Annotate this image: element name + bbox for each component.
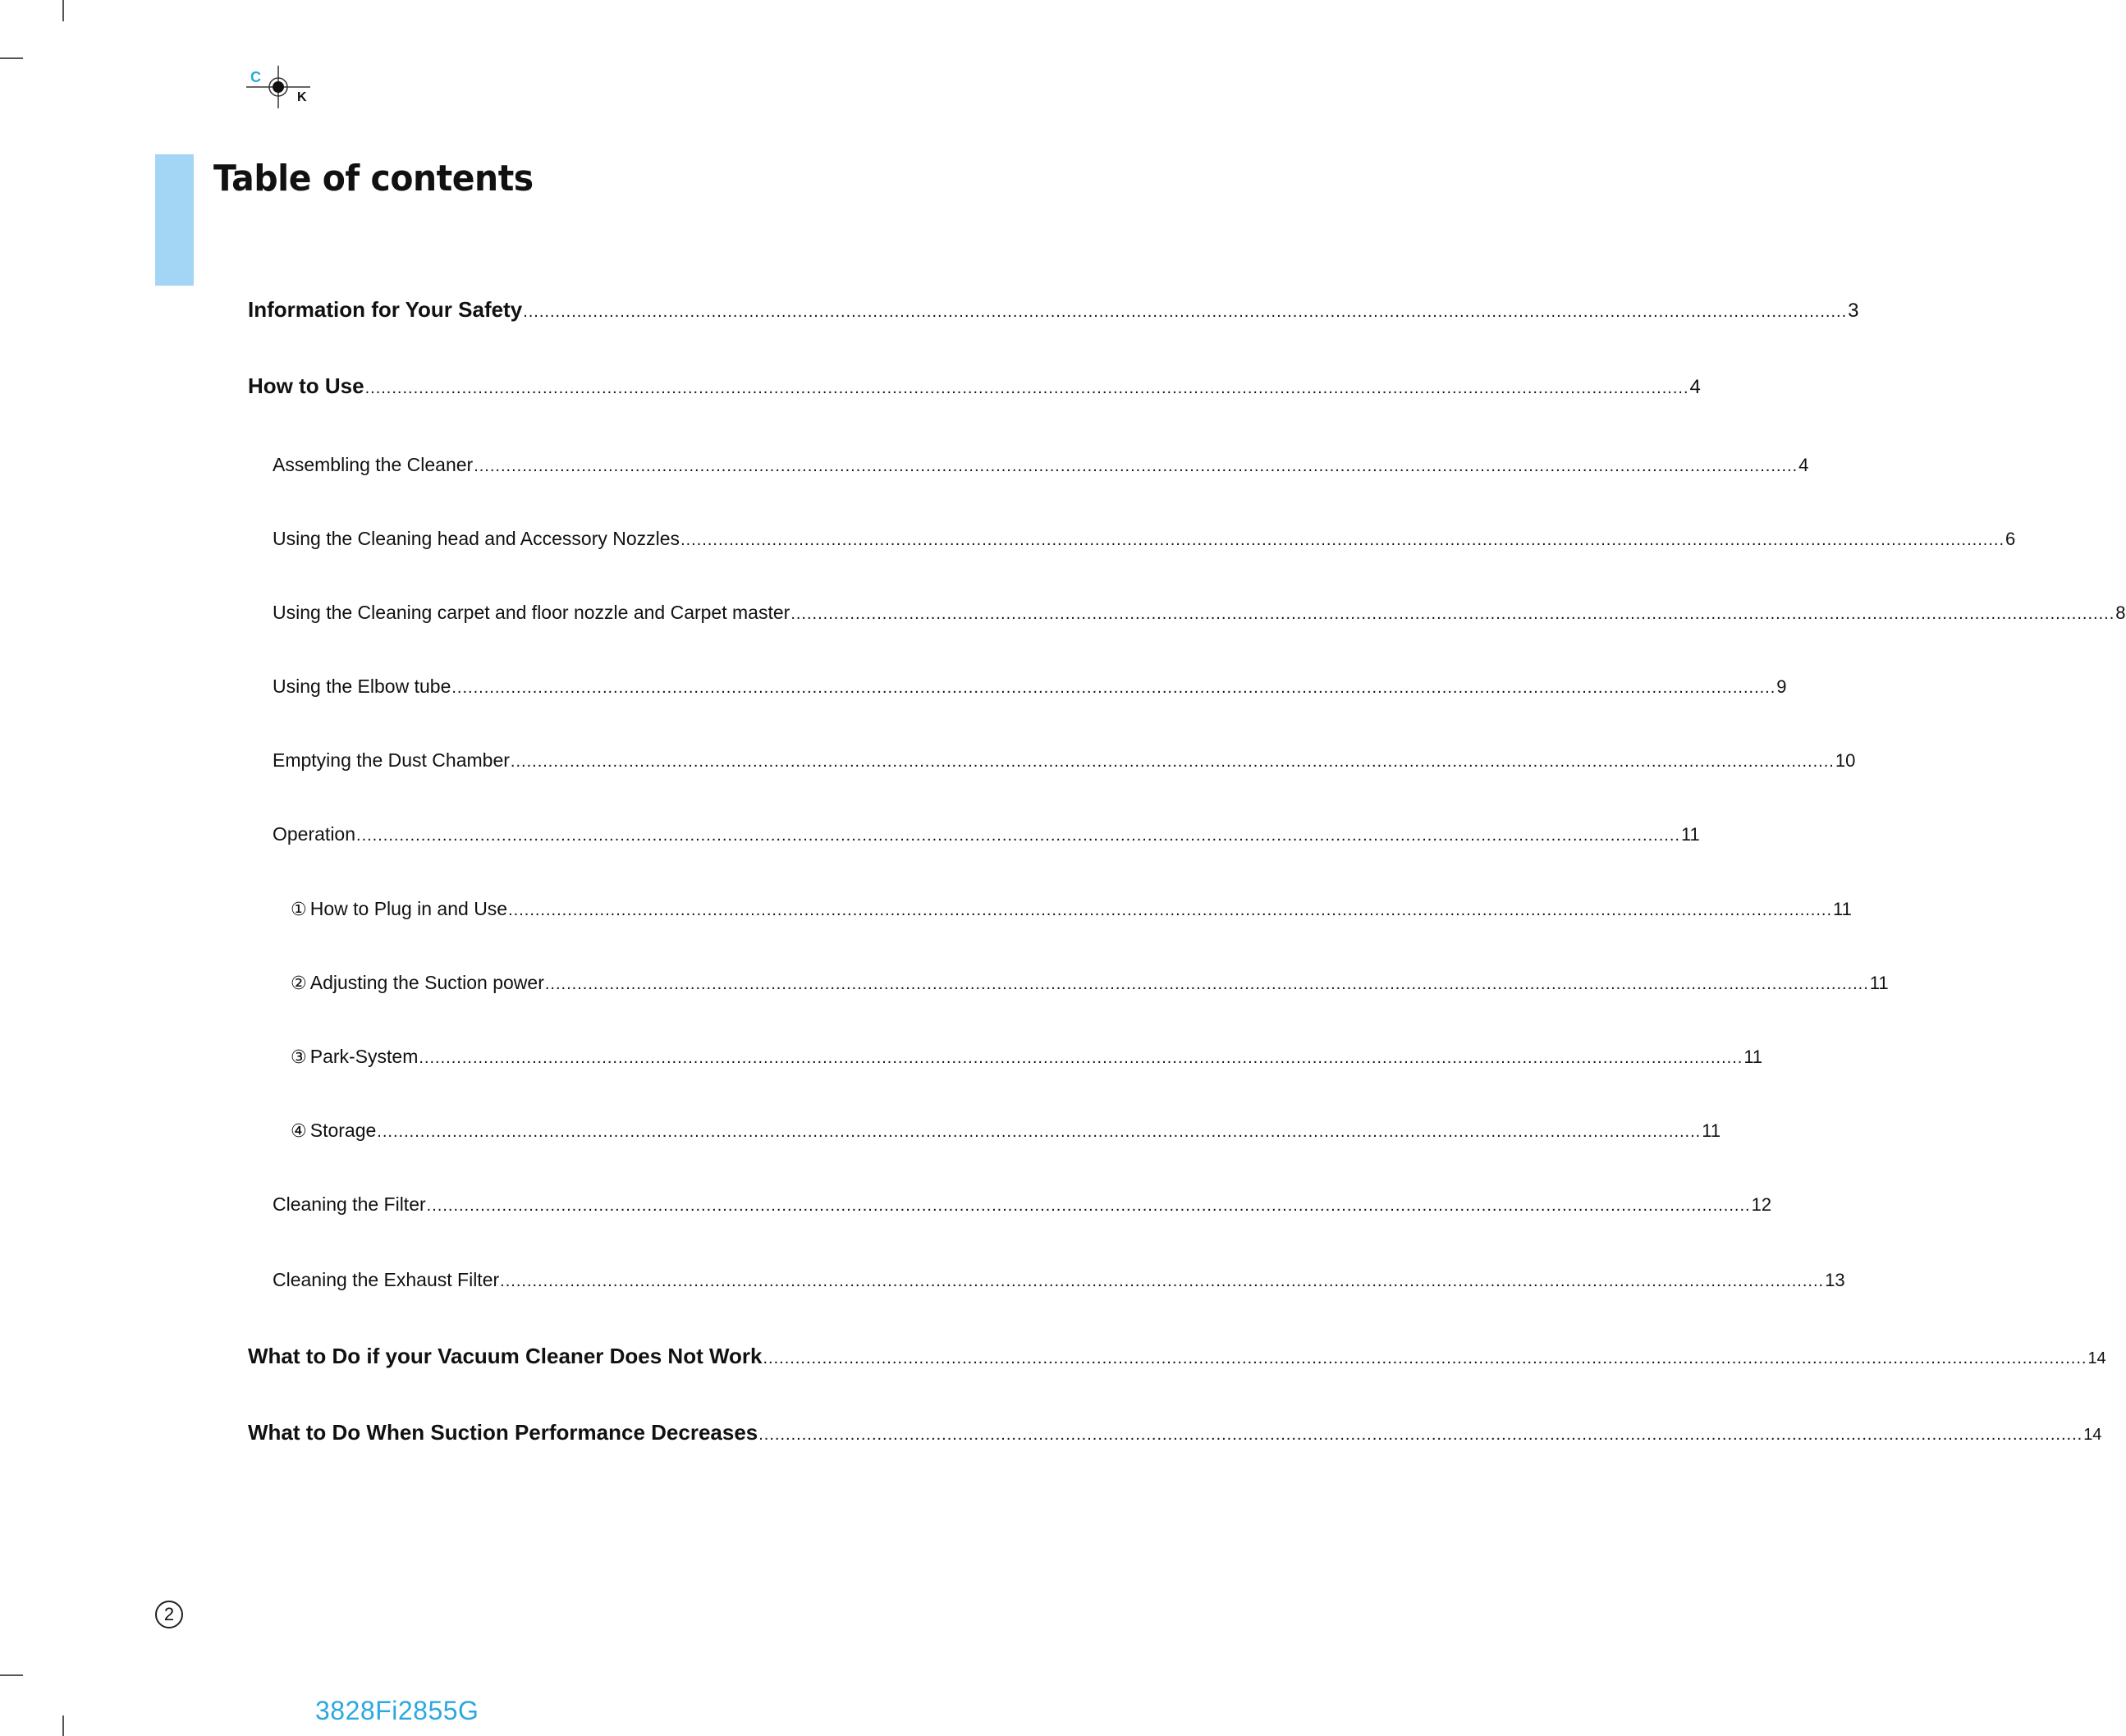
toc-entry	[273, 823, 1700, 845]
toc-entry	[291, 972, 1889, 994]
toc-entry-label: Emptying the Dust Chamber	[273, 749, 510, 771]
toc-entry-page: 6	[2005, 529, 2016, 549]
toc-entry	[248, 1344, 2106, 1369]
toc-entry	[273, 1193, 1772, 1216]
circled-number: ④	[291, 1120, 307, 1141]
page-title: Table of contents	[213, 158, 534, 199]
toc-leader: ......................................................................................................................................................................................................................................................	[680, 531, 2005, 549]
toc-entry-page: 12	[1751, 1194, 1772, 1215]
toc-entry-page: 10	[1835, 750, 1856, 771]
toc-entry-label: Operation	[273, 823, 356, 845]
toc-leader: ......................................................................................................................................................................................................................................................	[377, 1123, 1702, 1141]
toc-entry-page: 11	[1869, 973, 1889, 993]
toc-entry-label: Cleaning the Exhaust Filter	[273, 1269, 500, 1290]
cyan-label: C	[250, 69, 261, 85]
toc-entry-label: Using the Cleaning head and Accessory Nozzles	[273, 528, 680, 549]
toc-leader: ......................................................................................................................................................................................................................................................	[419, 1049, 1743, 1067]
toc-entry	[248, 297, 1859, 323]
circled-number: ②	[291, 973, 307, 993]
toc-entry	[273, 676, 1787, 698]
toc-leader: ......................................................................................................................................................................................................................................................	[763, 1349, 2087, 1367]
toc-entry-label	[291, 972, 544, 994]
toc-entry-text: Storage	[309, 1120, 377, 1141]
toc-entry-page: 14	[2083, 1426, 2102, 1444]
circled-number: ①	[291, 899, 307, 919]
toc-entry-page: 14	[2087, 1349, 2106, 1367]
toc-entry-label: Using the Cleaning carpet and floor nozzle and Carpet master	[273, 602, 790, 623]
toc-entry-label: Cleaning the Filter	[273, 1193, 426, 1215]
toc-entry	[273, 602, 2126, 624]
toc-leader: ......................................................................................................................................................................................................................................................	[474, 457, 1798, 475]
toc-leader: ......................................................................................................................................................................................................................................................	[790, 605, 2115, 623]
toc-leader: ......................................................................................................................................................................................................................................................	[510, 753, 1835, 771]
toc-entry-label: Information for Your Safety	[248, 297, 523, 322]
circled-number: ③	[291, 1047, 307, 1067]
toc-entry-page: 11	[1743, 1047, 1763, 1067]
toc-entry-page: 4	[1689, 376, 1701, 398]
toc-entry-page: 8	[2115, 602, 2126, 623]
toc-leader: ......................................................................................................................................................................................................................................................	[426, 1197, 1751, 1215]
toc-leader: ......................................................................................................................................................................................................................................................	[758, 1426, 2083, 1444]
toc-entry	[291, 1046, 1763, 1068]
toc-entry-label	[291, 898, 507, 920]
toc-entry-page: 13	[1825, 1270, 1845, 1290]
toc-entry	[291, 898, 1852, 920]
toc-entry	[248, 373, 1701, 399]
toc-leader: ......................................................................................................................................................................................................................................................	[451, 679, 1776, 697]
page-number: 2	[155, 1601, 183, 1628]
toc-leader: ......................................................................................................................................................................................................................................................	[500, 1272, 1825, 1290]
toc-entry	[273, 528, 2016, 550]
toc-entry	[248, 1420, 2102, 1445]
toc-entry-page: 3	[1848, 300, 1859, 322]
toc-entry	[273, 454, 1809, 476]
toc-entry-label: How to Use	[248, 373, 364, 398]
toc-entry-page: 11	[1680, 824, 1700, 845]
toc-entry	[273, 749, 1856, 772]
toc-entry-text: Adjusting the Suction power	[309, 972, 544, 993]
toc-entry-label: What to Do When Suction Performance Decreases	[248, 1420, 758, 1445]
toc-entry-text: How to Plug in and Use	[309, 898, 508, 919]
toc-entry-page: 9	[1776, 676, 1787, 697]
toc-entry-page: 11	[1702, 1120, 1721, 1141]
toc-entry-page: 4	[1798, 455, 1809, 475]
document-code: 3828Fi2855G	[315, 1696, 479, 1725]
black-label: K	[297, 90, 307, 104]
toc-entry-label	[291, 1046, 418, 1068]
toc-entry-page: 11	[1833, 899, 1852, 919]
toc-leader: ......................................................................................................................................................................................................................................................	[508, 901, 1833, 919]
toc-entry-label: What to Do if your Vacuum Cleaner Does Not Work	[248, 1344, 763, 1368]
toc-entry-label: Using the Elbow tube	[273, 676, 451, 697]
toc-entry	[291, 1120, 1721, 1142]
toc-leader: ......................................................................................................................................................................................................................................................	[356, 827, 1680, 845]
toc-leader: ......................................................................................................................................................................................................................................................	[364, 379, 1689, 397]
toc-entry	[273, 1269, 1845, 1291]
toc-entry-text: Park-System	[309, 1046, 419, 1067]
toc-entry-label	[291, 1120, 376, 1142]
toc-entry-label: Assembling the Cleaner	[273, 454, 474, 475]
toc-leader: ......................................................................................................................................................................................................................................................	[523, 303, 1848, 321]
toc-leader: ......................................................................................................................................................................................................................................................	[544, 975, 1869, 993]
